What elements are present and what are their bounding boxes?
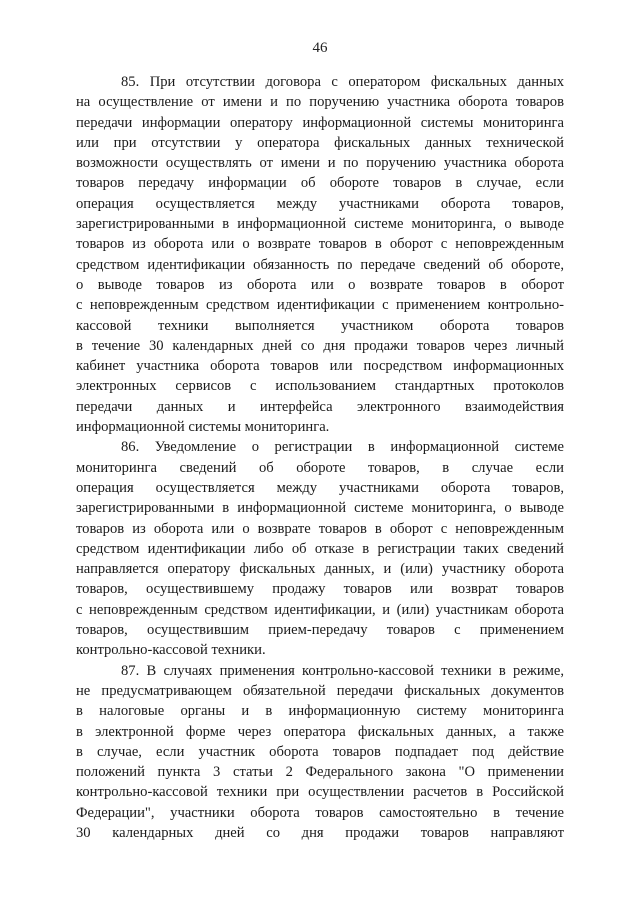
paragraph-85 bbox=[76, 72, 564, 437]
text-line: возможности осуществлять от имени и по поручению участника оборота bbox=[76, 155, 564, 172]
text-line: не предусматривающем обязательной передачи фискальных документов bbox=[76, 682, 564, 699]
paragraph-86 bbox=[76, 437, 564, 660]
text-line: зарегистрированными в информационной системе мониторинга, о выводе bbox=[76, 500, 564, 517]
document-body bbox=[76, 72, 564, 843]
text-line: в налоговые органы и в информационную систему мониторинга bbox=[76, 703, 564, 720]
text-line: 87. В случаях применения контрольно-кассовой техники в режиме, bbox=[121, 662, 564, 679]
text-line: операция осуществляется между участниками оборота товаров, bbox=[76, 479, 564, 496]
text-line: контрольно-кассовой техники. bbox=[76, 642, 266, 659]
text-line: товаров, осуществившим прием-передачу товаров с применением bbox=[76, 622, 564, 639]
text-line: положений пункта 3 статьи 2 Федерального закона "О применении bbox=[76, 764, 564, 781]
page-number: 46 bbox=[312, 40, 328, 56]
text-line: передачи данных и интерфейса электронного взаимодействия bbox=[76, 398, 564, 415]
text-line: контрольно-кассовой техники при осуществлении расчетов в Российской bbox=[76, 784, 564, 801]
text-line: товаров, осуществившему продажу товаров или возврат товаров bbox=[76, 581, 564, 598]
text-line: Федерации", участники оборота товаров самостоятельно в течение bbox=[76, 804, 564, 821]
text-line: в случае, если участник оборота товаров подпадает под действие bbox=[76, 743, 564, 760]
text-line: передачи информации оператору информационной системы мониторинга bbox=[76, 114, 564, 131]
text-line: в течение 30 календарных дней со дня продажи товаров через личный bbox=[76, 337, 564, 354]
text-line: 85. При отсутствии договора с оператором фискальных данных bbox=[121, 74, 564, 90]
text-line: электронных сервисов с использованием стандартных протоколов bbox=[76, 378, 564, 395]
text-line: в электронной форме через оператора фискальных данных, а также bbox=[76, 723, 564, 740]
text-line: с неповрежденным средством идентификации с применением контрольно- bbox=[76, 297, 564, 314]
paragraph-87 bbox=[76, 661, 564, 844]
text-line: направляется оператору фискальных данных, и (или) участнику оборота bbox=[76, 561, 564, 578]
text-line: товаров из оборота или о возврате товаров в оборот с неповрежденным bbox=[76, 236, 564, 253]
text-line: о выводе товаров из оборота или о возврате товаров в оборот bbox=[76, 276, 564, 293]
text-line: или при отсутствии у оператора фискальных данных технической bbox=[76, 134, 564, 151]
text-line: 86. Уведомление о регистрации в информационной системе bbox=[121, 439, 564, 456]
text-line: товаров из оборота или о возврате товаров в оборот с неповрежденным bbox=[76, 520, 564, 537]
text-line: кассовой техники выполняется участником оборота товаров bbox=[76, 317, 564, 334]
text-line: операция осуществляется между участниками оборота товаров, bbox=[76, 195, 564, 212]
text-line: 30 календарных дней со дня продажи товаров направляют bbox=[76, 824, 564, 841]
text-line: информационной системы мониторинга. bbox=[76, 419, 330, 436]
text-line: средством идентификации либо об отказе в регистрации таких сведений bbox=[76, 540, 564, 557]
text-line: товаров передачу информации об обороте товаров в случае, если bbox=[76, 175, 564, 192]
text-line: средством идентификации обязанность по передаче сведений об обороте, bbox=[76, 256, 564, 273]
text-line: на осуществление от имени и по поручению участника оборота товаров bbox=[76, 94, 564, 111]
text-line: кабинет участника оборота товаров или посредством информационных bbox=[76, 358, 564, 375]
text-line: зарегистрированными в информационной системе мониторинга, о выводе bbox=[76, 216, 564, 233]
text-line: мониторинга сведений об обороте товаров, в случае если bbox=[76, 459, 564, 476]
text-line: с неповрежденным средством идентификации, и (или) участникам оборота bbox=[76, 601, 564, 618]
